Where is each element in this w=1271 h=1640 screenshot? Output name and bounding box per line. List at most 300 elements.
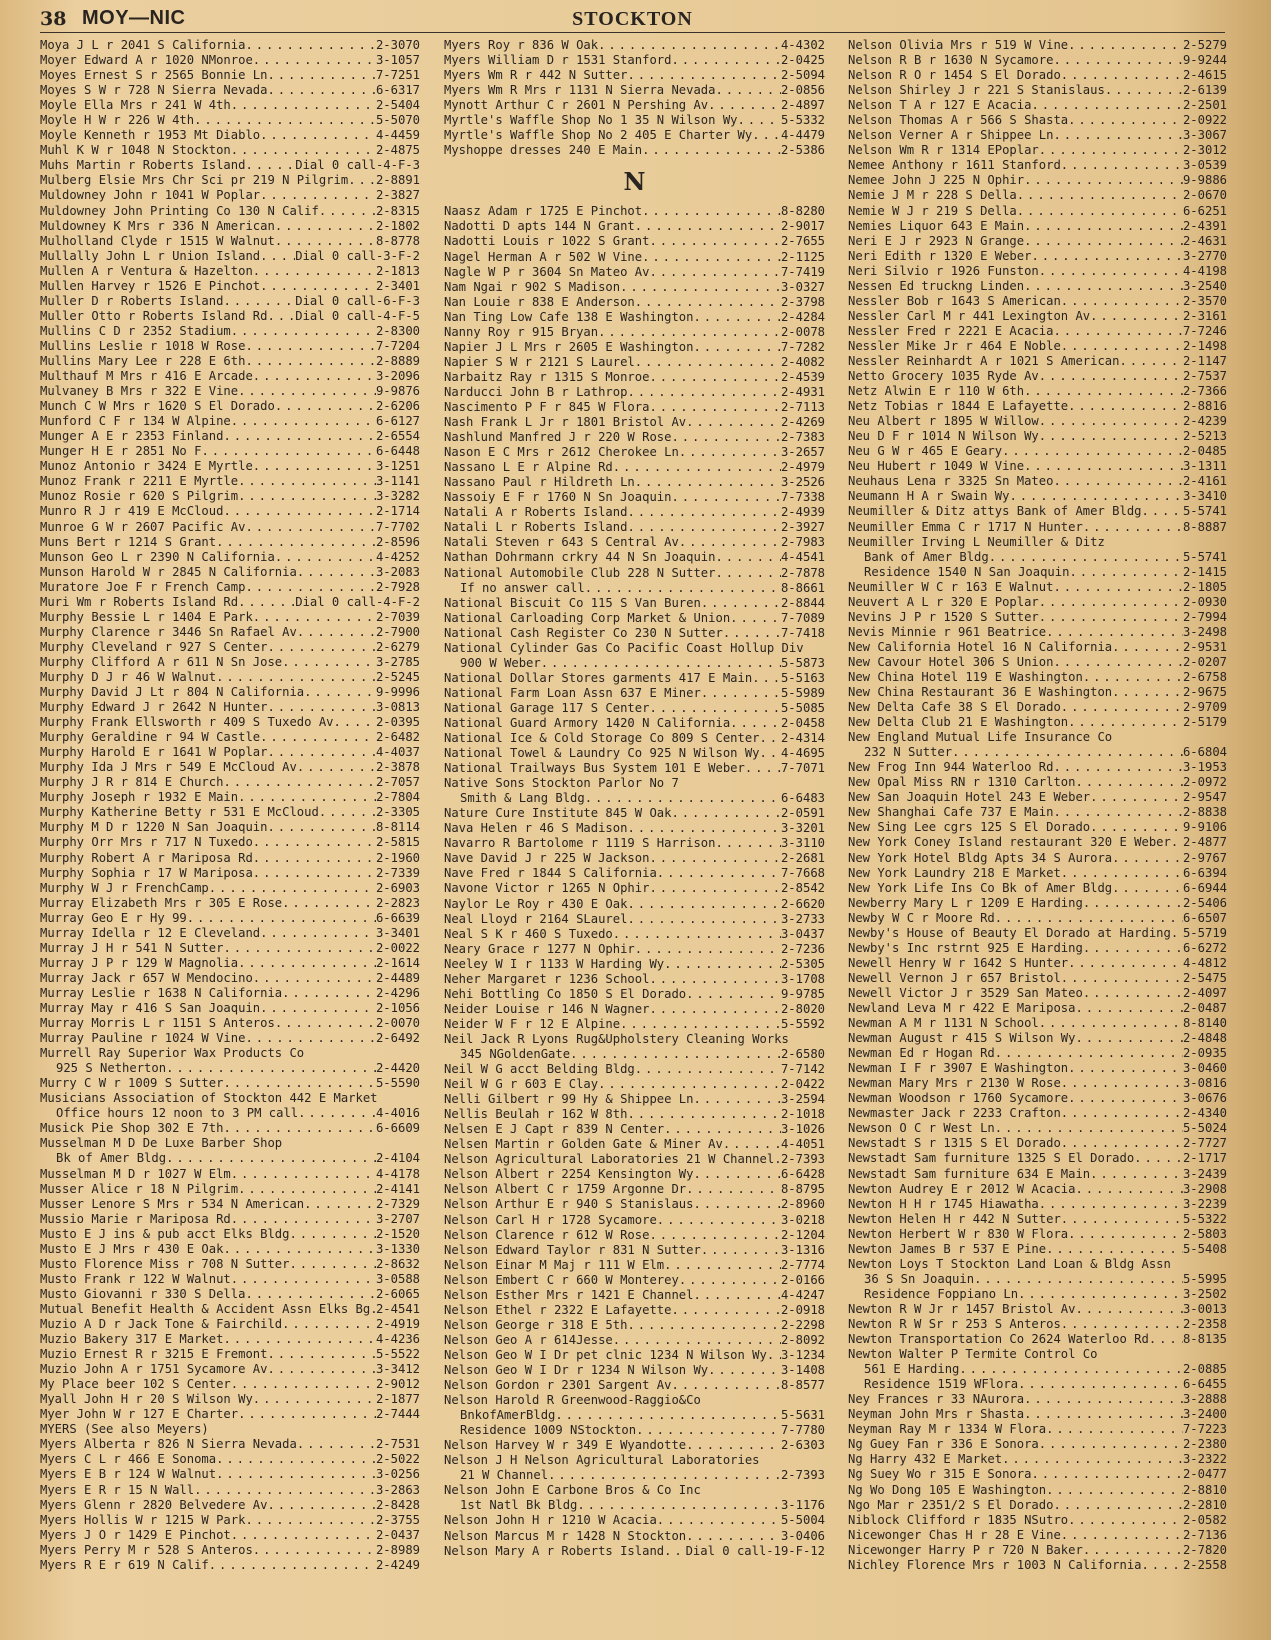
listing-name: Murphy Edward J r 2642 N Hunter xyxy=(40,700,268,715)
listing-entry xyxy=(848,715,1227,730)
leader-dots xyxy=(245,580,376,595)
listing-entry xyxy=(848,520,1227,535)
listing-entry xyxy=(848,1031,1227,1046)
leader-dots xyxy=(598,1077,781,1092)
leader-dots xyxy=(1046,625,1183,640)
listing-phone: 2-2810 xyxy=(1182,1497,1227,1512)
listing-phone: 3-2526 xyxy=(780,475,825,490)
leader-dots xyxy=(627,505,781,520)
listing-phone: 3-2657 xyxy=(780,445,825,460)
listing-name: Mullen A r Ventura & Hazelton xyxy=(40,263,253,278)
leader-dots xyxy=(238,595,295,610)
leader-dots xyxy=(253,835,376,850)
listing-name: Naylor Le Roy r 430 E Oak xyxy=(444,896,628,911)
listing-name: Newton James B r 537 E Pine xyxy=(848,1241,1047,1256)
listing-name: Mullins C D r 2352 Stadium xyxy=(40,323,231,338)
listing-name: Newstadt Sam furniture 1325 S El Dorado xyxy=(848,1151,1135,1166)
listing-name: Nelson R B r 1630 N Sycamore xyxy=(848,53,1054,68)
listing-phone: 2-7444 xyxy=(375,1407,420,1422)
listing-phone: 4-4016 xyxy=(375,1106,420,1121)
listing-entry xyxy=(40,1317,420,1332)
listing-name: Muldowney K Mrs r 336 N American xyxy=(40,218,275,233)
listing-phone: 3-2502 xyxy=(1182,1286,1227,1301)
listing-name: Residence 1009 NStockton xyxy=(460,1423,637,1438)
listing-phone: 6-6428 xyxy=(780,1167,825,1182)
listing-entry xyxy=(40,1076,420,1091)
leader-dots xyxy=(260,279,376,294)
listing-phone: Dial 0 call-6-F-3 xyxy=(295,293,420,308)
listing-entry xyxy=(444,280,825,295)
listing-entry xyxy=(848,1558,1227,1573)
listing-entry xyxy=(444,836,825,851)
listing-phone: 6-6455 xyxy=(1182,1377,1227,1392)
listing-phone: 7-7419 xyxy=(780,264,825,279)
listing-name: Myer John W r 127 E Charter xyxy=(40,1407,239,1422)
listing-name: Nessen Ed truckng Linden xyxy=(848,278,1025,293)
listing-entry xyxy=(40,760,420,775)
leader-dots xyxy=(1031,98,1183,113)
listing-name: Muri Wm r Roberts Island Rd xyxy=(40,594,239,609)
listing-phone: 8-8887 xyxy=(1182,519,1227,534)
listing-name: Musto Frank r 122 W Walnut xyxy=(40,1271,231,1286)
listing-phone: 2-8092 xyxy=(780,1332,825,1347)
listing-entry xyxy=(40,1407,420,1422)
listing-phone: 2-3755 xyxy=(375,1512,420,1527)
listing-name: Newstadt Sam furniture 634 E Main xyxy=(848,1166,1091,1181)
listing-entry xyxy=(40,715,420,730)
listing-phone: 3-1316 xyxy=(780,1242,825,1257)
listing-entry xyxy=(444,1213,825,1228)
leader-dots xyxy=(1009,489,1183,504)
listing-phone: 5-5163 xyxy=(780,670,825,685)
listing-name: Murray Jack r 657 W Mendocino xyxy=(40,970,253,985)
listing-entry xyxy=(40,941,420,956)
listing-phone: 8-8280 xyxy=(780,204,825,219)
listing-name: Mussio Marie r Mariposa Rd xyxy=(40,1211,231,1226)
listing-entry xyxy=(444,1122,825,1137)
listing-name: Myers Hollis W r 1215 W Park xyxy=(40,1512,246,1527)
listing-entry xyxy=(848,1392,1227,1407)
listing-name: Nelson Agricultural Laboratories 21 W Channel xyxy=(444,1152,775,1167)
listing-entry xyxy=(444,340,825,355)
leader-dots xyxy=(649,1002,781,1017)
listing-name: Residence Foppiano Ln xyxy=(864,1286,1019,1301)
leader-dots xyxy=(275,219,376,234)
listing-phone: 6-6609 xyxy=(375,1121,420,1136)
listing-name: Netz Alwin E r 110 W 6th xyxy=(848,384,1025,399)
listing-entry xyxy=(40,474,420,489)
listing-name: Mulholland Clyde r 1515 W Walnut xyxy=(40,233,275,248)
listing-name: Nelson Geo A r 614Jesse xyxy=(444,1332,613,1347)
leader-dots xyxy=(1061,1317,1183,1332)
leader-dots xyxy=(1068,1061,1183,1076)
listing-name: Moyle H W r 226 W 4th xyxy=(40,113,195,128)
listing-entry xyxy=(848,1452,1227,1467)
listing-phone: 6-6317 xyxy=(375,83,420,98)
listing-phone: 2-2298 xyxy=(780,1317,825,1332)
listing-phone: 2-0930 xyxy=(1182,594,1227,609)
listing-entry xyxy=(40,851,420,866)
listing-entry xyxy=(444,881,825,896)
listing-entry xyxy=(444,1197,825,1212)
listing-name: Nelli Gilbert r 99 Hy & Shippee Ln xyxy=(444,1092,694,1107)
listing-name: Nessler Mike Jr r 464 E Noble xyxy=(848,338,1061,353)
listing-entry xyxy=(848,113,1227,128)
leader-dots xyxy=(649,234,781,249)
leader-dots xyxy=(649,972,781,987)
leader-dots xyxy=(701,686,781,701)
listing-name: Newton R W Sr r 253 S Anteros xyxy=(848,1316,1061,1331)
listing-entry xyxy=(848,128,1227,143)
listing-phone: 2-0458 xyxy=(780,715,825,730)
listing-name: Muller D r Roberts Island xyxy=(40,293,224,308)
leader-dots xyxy=(231,324,376,339)
listing-name: Neider Louise r 146 N Wagner xyxy=(444,1001,650,1016)
listing-name: Musto E J ins & pub acct Elks Bldg xyxy=(40,1226,290,1241)
leader-dots xyxy=(297,1437,376,1452)
listing-entry xyxy=(444,550,825,565)
listing-entry xyxy=(40,158,420,173)
listing-name: Neumiller W C r 163 E Walnut xyxy=(848,579,1054,594)
listing-entry xyxy=(40,1121,420,1136)
leader-dots xyxy=(952,745,1183,760)
listing-entry xyxy=(444,686,825,701)
listing-entry xyxy=(40,881,420,896)
listing-entry xyxy=(848,68,1227,83)
listing-phone: 2-4104 xyxy=(375,1151,420,1166)
listing-entry xyxy=(444,1062,825,1077)
listing-name: New Sing Lee cgrs 125 S El Dorado xyxy=(848,820,1091,835)
listing-phone: 8-8778 xyxy=(375,233,420,248)
listing-name: Murry C W r 1009 S Sutter xyxy=(40,1076,224,1091)
listing-name: 1st Natl Bk Bldg xyxy=(460,1498,578,1513)
leader-dots xyxy=(1053,53,1183,68)
leader-dots xyxy=(664,1258,781,1273)
listing-phone: Dial 0 call-19-F-12 xyxy=(685,1543,825,1558)
leader-dots xyxy=(275,550,376,565)
listing-entry xyxy=(848,550,1227,565)
listing-phone: 5-5332 xyxy=(780,113,825,128)
listing-phone: 2-1714 xyxy=(375,504,420,519)
leader-dots xyxy=(1053,128,1183,143)
listing-phone: 2-6065 xyxy=(375,1286,420,1301)
leader-dots xyxy=(1053,805,1183,820)
listing-phone: 2-3161 xyxy=(1182,308,1227,323)
leader-dots xyxy=(319,204,376,219)
listing-name: Murray Pauline r 1024 W Vine xyxy=(40,1031,246,1046)
listing-entry xyxy=(40,685,420,700)
leader-dots xyxy=(686,1182,781,1197)
listing-phone: 2-7804 xyxy=(375,790,420,805)
listing-phone: 2-0487 xyxy=(1182,1001,1227,1015)
leader-dots xyxy=(1046,1422,1183,1437)
listing-name: National Farm Loan Assn 637 E Miner xyxy=(444,685,701,700)
listing-entry xyxy=(848,158,1227,173)
leader-dots xyxy=(231,1212,376,1227)
listing-entry xyxy=(40,670,420,685)
listing-name: Newell Victor J r 3529 San Mateo xyxy=(848,985,1083,1000)
listing-name: Neuhaus Lena r 3325 Sn Mateo xyxy=(848,474,1054,489)
listing-name: Nelson Albert C r 1759 Argonne Dr xyxy=(444,1182,687,1197)
listing-phone: 5-5995 xyxy=(1182,1271,1227,1286)
listing-name: Murray J H r 541 N Sutter xyxy=(40,940,224,955)
listing-entry xyxy=(444,1152,825,1167)
leader-dots xyxy=(253,264,376,279)
leader-dots xyxy=(1075,1182,1183,1197)
leader-dots xyxy=(635,295,781,310)
listing-entry xyxy=(40,926,420,941)
listing-entry xyxy=(848,98,1227,113)
listing-name: Narbaitz Ray r 1315 S Monroe xyxy=(444,369,650,384)
listing-entry xyxy=(40,896,420,911)
leader-dots xyxy=(1024,279,1183,294)
leader-dots xyxy=(267,68,376,83)
listing-name: Murray Morris L r 1151 S Anteros xyxy=(40,1016,275,1031)
leader-dots xyxy=(760,746,781,761)
listing-phone: 2-0935 xyxy=(1182,1046,1227,1061)
listing-phone: 7-7204 xyxy=(375,338,420,353)
listing-name: Neuvert A L r 320 E Poplar xyxy=(848,594,1039,609)
listing-phone: 2-5305 xyxy=(780,956,825,971)
listing-entry xyxy=(40,1332,420,1347)
listing-entry xyxy=(848,1483,1227,1498)
listing-name: Nave David J r 225 W Jackson xyxy=(444,851,650,866)
leader-dots xyxy=(1075,1001,1183,1016)
listing-name: Neider W F r 12 E Alpine xyxy=(444,1016,621,1031)
leader-dots xyxy=(693,1167,780,1182)
listing-name: 232 N Sutter xyxy=(864,745,953,760)
listing-phone: 2-3305 xyxy=(375,805,420,820)
listing-entry xyxy=(40,745,420,760)
listing-phone: 3-0460 xyxy=(1182,1061,1227,1076)
leader-dots xyxy=(1039,595,1183,610)
listing-phone: 2-5386 xyxy=(780,143,825,158)
listing-name: Nascimento P F r 845 W Flora xyxy=(444,399,650,414)
listing-name: Neri Edith r 1320 E Weber xyxy=(848,248,1032,263)
listing-entry xyxy=(40,1197,420,1212)
listing-phone: 2-4897 xyxy=(780,98,825,113)
leader-dots xyxy=(1068,113,1183,128)
listing-name: Munroe G W r 2607 Pacific Av xyxy=(40,519,246,534)
listing-phone: 3-2707 xyxy=(375,1211,420,1226)
leader-dots xyxy=(231,1272,376,1287)
leader-dots xyxy=(275,234,376,249)
listing-phone: 2-4340 xyxy=(1182,1106,1227,1121)
listing-entry xyxy=(444,1363,825,1378)
listing-phone: 2-5179 xyxy=(1182,715,1227,730)
leader-dots xyxy=(297,565,376,580)
listing-entry xyxy=(444,731,825,746)
leader-dots xyxy=(289,1227,375,1242)
listing-phone: 2-4269 xyxy=(780,415,825,430)
listing-phone: 3-1953 xyxy=(1182,760,1227,775)
listing-entry xyxy=(40,339,420,354)
listing-name: Nassoiy E F r 1760 N Sn Joaquin xyxy=(444,490,672,505)
leader-dots xyxy=(664,1122,781,1137)
listing-name: Newson O C r West Ln xyxy=(848,1121,995,1136)
listing-entry xyxy=(40,971,420,986)
listing-entry xyxy=(40,324,420,339)
listing-name: Newton H H r 1745 Hiawatha xyxy=(848,1196,1039,1211)
listing-phone: 3-2239 xyxy=(1182,1196,1227,1211)
name-range: MOY—NIC xyxy=(82,7,186,29)
listing-phone: 3-3110 xyxy=(780,836,825,851)
listing-phone: 4-4541 xyxy=(780,550,825,565)
leader-dots xyxy=(260,128,376,143)
listing-entry xyxy=(40,489,420,504)
listing-name: Newton Helen H r 442 N Sutter xyxy=(848,1211,1061,1226)
listing-entry xyxy=(444,1243,825,1258)
leader-dots xyxy=(231,1528,376,1543)
listing-entry xyxy=(444,1303,825,1318)
listing-entry xyxy=(444,581,825,596)
leader-dots xyxy=(693,310,780,325)
listing-name: National Ice & Cold Storage Co 809 S Center xyxy=(444,731,760,746)
leader-dots xyxy=(1061,339,1183,354)
listing-name: Nelson Olivia Mrs r 519 W Vine xyxy=(848,38,1069,52)
listing-phone: 7-7668 xyxy=(780,866,825,881)
listing-name: New China Hotel 119 E Washington xyxy=(848,669,1083,684)
listing-name: National Cash Register Co 230 N Sutter xyxy=(444,625,723,640)
listing-name: National Automobile Club 228 N Sutter xyxy=(444,565,716,580)
leader-dots xyxy=(267,309,295,324)
listing-entry xyxy=(848,1091,1227,1106)
listing-name: National Towel & Laundry Co 925 N Wilson Wy xyxy=(444,746,760,761)
listing-entry xyxy=(40,1498,420,1513)
listing-phone: 4-4479 xyxy=(780,128,825,143)
listing-phone: 2-8596 xyxy=(375,534,420,549)
leader-dots xyxy=(635,355,781,370)
leader-dots xyxy=(671,430,781,445)
listing-phone: 6-6483 xyxy=(780,791,825,806)
leader-dots xyxy=(223,1076,376,1091)
listing-phone: 2-1960 xyxy=(375,850,420,865)
listing-phone: 3-2439 xyxy=(1182,1166,1227,1181)
leader-dots xyxy=(1053,1498,1183,1513)
listing-entry xyxy=(848,1287,1227,1302)
listing-name: New York Life Ins Co Bk of Amer Bldg xyxy=(848,880,1113,895)
listing-entry xyxy=(444,1017,825,1032)
listing-entry xyxy=(848,354,1227,369)
listing-phone: 2-1147 xyxy=(1182,353,1227,368)
listing-phone: 7-7251 xyxy=(375,68,420,83)
leader-dots xyxy=(541,656,781,671)
listing-name: Muzio John A r 1751 Sycamore Av xyxy=(40,1362,268,1377)
listing-entry xyxy=(848,1046,1227,1061)
listing-phone: 2-0582 xyxy=(1182,1512,1227,1527)
listing-phone: 2-5094 xyxy=(780,68,825,83)
listing-entry xyxy=(40,550,420,565)
leader-dots xyxy=(1018,1377,1183,1392)
listing-entry xyxy=(40,565,420,580)
listing-phone: 2-5815 xyxy=(375,835,420,850)
listing-entry: New England Mutual Life Insurance Co xyxy=(848,730,1113,745)
listing-phone: 2-0166 xyxy=(780,1272,825,1287)
listing-name: Musto Florence Miss r 708 N Sutter xyxy=(40,1256,290,1271)
listing-entry xyxy=(848,1437,1227,1452)
leader-dots xyxy=(686,415,781,430)
listing-phone: 2-6620 xyxy=(780,896,825,911)
leader-dots xyxy=(1017,188,1183,203)
listing-name: Murray J P r 129 W Magnolia xyxy=(40,955,239,970)
leader-dots xyxy=(260,1001,376,1016)
listing-phone: 8-8577 xyxy=(780,1378,825,1393)
listing-phone: 2-9675 xyxy=(1182,685,1227,700)
leader-dots xyxy=(1061,1106,1183,1121)
listing-name: Nassano L E r Alpine Rd xyxy=(444,460,613,475)
listing-phone: 3-2785 xyxy=(375,654,420,669)
leader-dots xyxy=(223,1121,376,1136)
leader-dots xyxy=(1068,38,1183,53)
listing-name: Neu D F r 1014 N Wilson Wy xyxy=(848,429,1039,444)
listing-phone: 3-0816 xyxy=(1182,1076,1227,1091)
listing-entry xyxy=(40,1558,420,1573)
listing-phone: 3-1408 xyxy=(780,1362,825,1377)
listing-entry xyxy=(848,1332,1227,1347)
listing-name: Musto Giovanni r 330 S Della xyxy=(40,1286,246,1301)
leader-dots xyxy=(245,38,376,53)
listing-phone: 3-2540 xyxy=(1182,278,1227,293)
leader-dots xyxy=(657,1213,781,1228)
leader-dots xyxy=(1075,1031,1183,1046)
leader-dots xyxy=(642,204,781,219)
listing-phone: 2-6279 xyxy=(375,639,420,654)
listing-name: Niblock Clifford r 1835 NSutro xyxy=(848,1512,1069,1527)
leader-dots xyxy=(223,941,376,956)
leader-dots xyxy=(664,1544,685,1559)
listing-phone: 3-1708 xyxy=(780,971,825,986)
listing-phone: 3-2863 xyxy=(375,1482,420,1497)
leader-dots xyxy=(1090,790,1183,805)
listing-phone: 2-0022 xyxy=(375,940,420,955)
listing-phone: 5-5024 xyxy=(1182,1121,1227,1136)
listing-name: Myers Alberta r 826 N Sierra Nevada xyxy=(40,1437,297,1452)
leader-dots xyxy=(577,1498,781,1513)
listing-name: New Frog Inn 944 Waterloo Rd xyxy=(848,760,1054,775)
listing-entry xyxy=(40,113,420,128)
leader-dots xyxy=(253,971,376,986)
leader-dots xyxy=(635,942,781,957)
listing-phone: 5-5522 xyxy=(375,1347,420,1362)
listing-entry xyxy=(848,414,1227,429)
listing-phone: 2-7983 xyxy=(780,535,825,550)
listing-phone: 2-2681 xyxy=(780,851,825,866)
listing-name: 561 E Harding xyxy=(864,1362,960,1377)
listing-entry xyxy=(40,1467,420,1482)
listing-phone: 3-2322 xyxy=(1182,1452,1227,1467)
listing-name: Munson Geo L r 2390 N California xyxy=(40,549,275,564)
listing-name: Myers William D r 1531 Stanford xyxy=(444,53,672,68)
listing-name: Natali A r Roberts Island xyxy=(444,505,628,520)
listing-entry xyxy=(444,866,825,881)
listing-name: Murphy Harold E r 1641 W Poplar xyxy=(40,745,268,760)
listing-entry xyxy=(848,941,1227,956)
listing-name: Moyle Ella Mrs r 241 W 4th xyxy=(40,98,231,113)
leader-dots xyxy=(267,1498,376,1513)
leader-dots xyxy=(231,1377,376,1392)
listing-phone: 6-6944 xyxy=(1182,880,1227,895)
listing-phone: 2-7039 xyxy=(375,609,420,624)
listing-phone: 7-7246 xyxy=(1182,323,1227,338)
listing-phone: 5-5741 xyxy=(1182,549,1227,564)
listing-phone: 3-3067 xyxy=(1182,128,1227,143)
listing-phone: 3-3401 xyxy=(375,925,420,940)
listing-entry xyxy=(40,1543,420,1558)
listing-name: Neal Lloyd r 2164 SLaurel xyxy=(444,911,628,926)
listing-name: Murphy Orr Mrs r 717 N Tuxedo xyxy=(40,835,253,850)
listing-entry xyxy=(444,370,825,385)
listing-name: Ng Guey Fan r 336 E Sonora xyxy=(848,1437,1039,1452)
